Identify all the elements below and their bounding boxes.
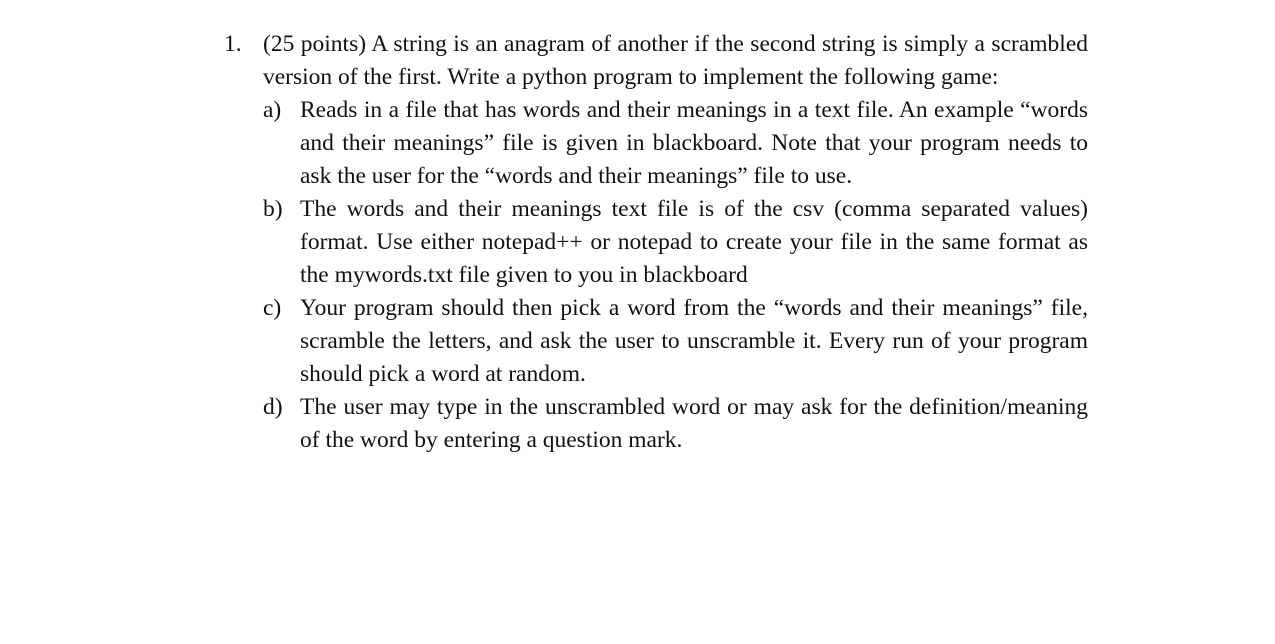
list-item [263,193,1088,292]
list-item-text: The user may type in the unscrambled word or may ask for the definition/meaning of the word by entering a question mark. [300,394,1088,453]
list-item-text: Your program should then pick a word from the “words and their meanings” file, scramble the letters, and ask the user to unscramble it. Every run of your program should pick a word at random. [300,295,1088,387]
list-item-text: Reads in a file that has words and their meanings in a text file. An example “words and their meanings” file is given in blackboard. Note that your program needs to ask the user for the “words and their meanings” file to use. [300,97,1088,189]
list-item-label: a) [263,97,282,123]
question-number: 1. [224,31,242,57]
list-item-label: c) [263,295,282,321]
list-item [263,391,1088,457]
question-text: (25 points) A string is an anagram of another if the second string is simply a scrambled version of the first. Write a python program to implement the following game: [263,31,1088,90]
list-item [263,94,1088,193]
list-item [263,292,1088,391]
list-item-label: d) [263,394,283,420]
question-block [224,28,1088,457]
sub-item-list [263,94,1088,457]
question-header [224,28,1088,94]
list-item-text: The words and their meanings text file is of the csv (comma separated values) format. Use either notepad++ or notepad to create your file in the same format as the mywords.txt file given to you in blackboard [300,196,1088,288]
list-item-label: b) [263,196,283,222]
